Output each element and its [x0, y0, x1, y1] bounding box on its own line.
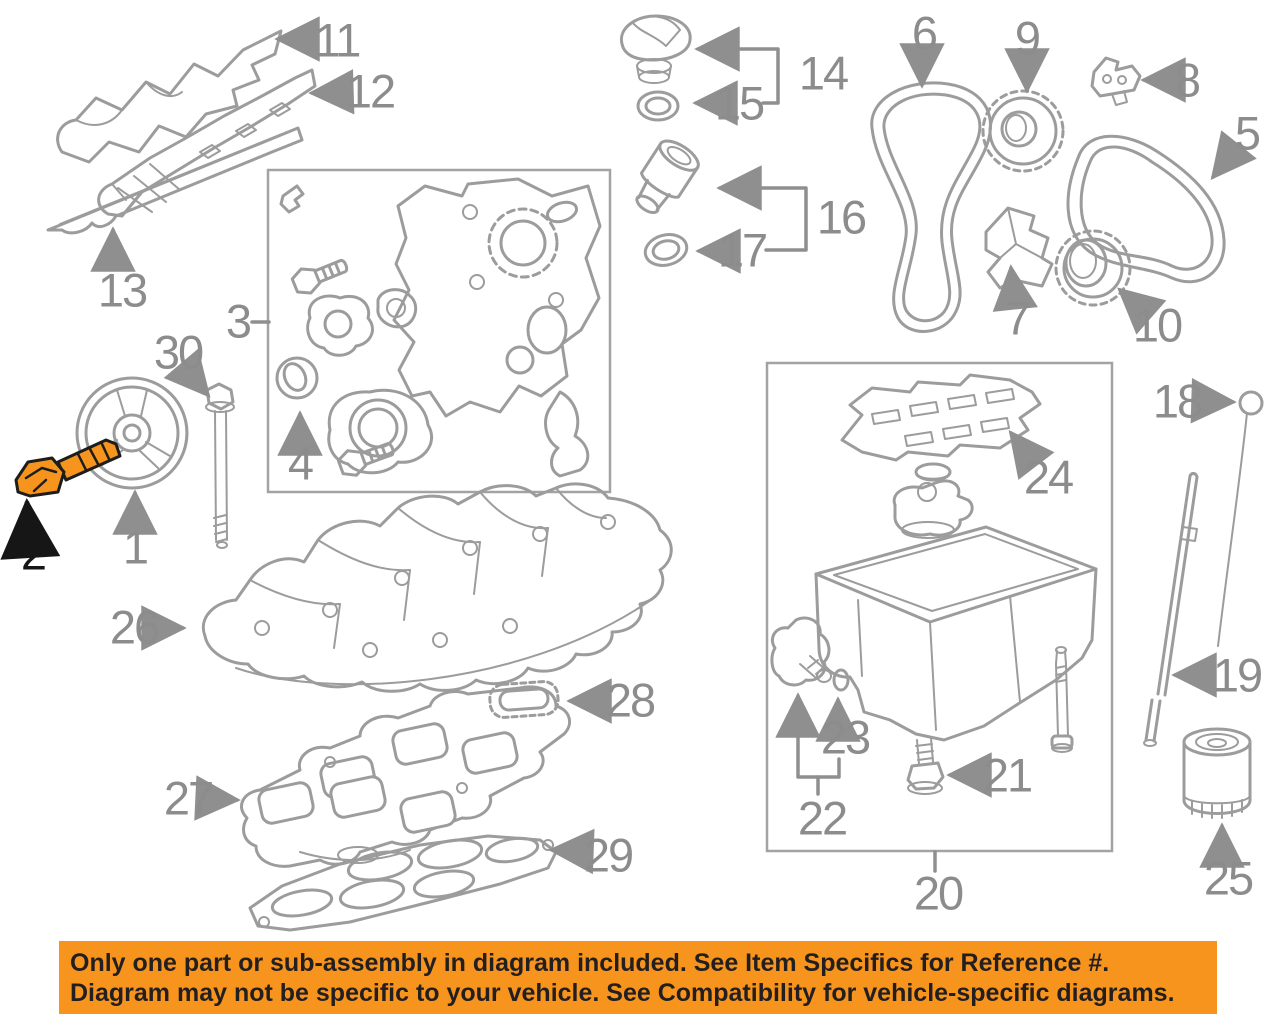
callout-30: 30	[153, 325, 203, 379]
part-10-sprocket	[1056, 231, 1130, 305]
part-9-sprocket	[983, 91, 1063, 171]
part-7-tensioner	[986, 208, 1052, 288]
callout-12: 12	[345, 64, 395, 118]
callout-10: 10	[1132, 298, 1182, 352]
callout-27: 27	[163, 771, 213, 825]
callout-29: 29	[583, 828, 633, 882]
callout-14: 14	[798, 46, 848, 100]
callout-21: 21	[982, 748, 1032, 802]
callout-8: 8	[1174, 53, 1200, 107]
callout-5: 5	[1234, 106, 1260, 160]
callout-2: 2	[20, 526, 46, 580]
disclaimer-banner	[59, 941, 1217, 1014]
callout-28: 28	[605, 673, 655, 727]
callout-6: 6	[911, 6, 937, 60]
callout-24: 24	[1023, 450, 1073, 504]
callout-22: 22	[797, 791, 847, 845]
leader-10	[1120, 290, 1144, 311]
part-30-bolt	[206, 384, 234, 548]
part-11-cover-shield	[58, 31, 281, 162]
callout-26: 26	[109, 600, 159, 654]
leader-27	[216, 799, 237, 800]
leader-5	[1213, 152, 1233, 177]
callout-20: 20	[913, 866, 963, 920]
leader-16	[720, 188, 806, 249]
part-16-filler-tube	[626, 135, 703, 221]
callout-11: 11	[314, 13, 360, 67]
part-19-dipstick-tube	[1144, 473, 1197, 746]
leader-29	[552, 850, 580, 851]
leader-18	[1199, 401, 1233, 402]
leader-7	[1011, 268, 1014, 297]
disclaimer-line-2: Diagram may not be specific to your vehicle. See Compatibility for vehicle-specific diagrams.	[70, 978, 1175, 1007]
callout-7: 7	[1004, 291, 1030, 345]
callout-25: 25	[1203, 851, 1253, 905]
callout-19: 19	[1212, 648, 1262, 702]
callout-9: 9	[1014, 11, 1040, 65]
part-6-timing-chain	[872, 83, 991, 332]
callout-23: 23	[820, 710, 870, 764]
part-18-dipstick	[1218, 392, 1262, 646]
callout-17: 17	[717, 223, 767, 277]
part-8-guide-bracket	[1092, 58, 1140, 105]
callout-4: 4	[287, 436, 313, 490]
part-15-seal-ring	[638, 92, 678, 120]
part-5-timing-chain	[1068, 136, 1224, 281]
leader-30	[191, 375, 208, 395]
part-17-seal-ring	[642, 230, 690, 269]
callout-15: 15	[714, 76, 764, 130]
callout-1: 1	[122, 520, 148, 574]
leader-2	[27, 503, 29, 536]
part-1-pulley	[77, 378, 187, 488]
part-29-manifold-gasket	[250, 835, 556, 930]
leader-14	[698, 49, 778, 102]
part-14-oil-cap	[621, 16, 690, 83]
callout-3: 3	[225, 294, 251, 348]
part-26-upper-intake-manifold	[203, 484, 671, 691]
disclaimer-line-1: Only one part or sub-assembly in diagram included. See Item Specifics for Reference #.	[70, 948, 1110, 977]
part-3-group-box	[268, 170, 610, 492]
callout-18: 18	[1152, 374, 1202, 428]
callout-16: 16	[816, 190, 866, 244]
leader-12	[312, 92, 347, 93]
part-25-oil-filter	[1184, 729, 1250, 818]
callout-13: 13	[97, 263, 147, 317]
